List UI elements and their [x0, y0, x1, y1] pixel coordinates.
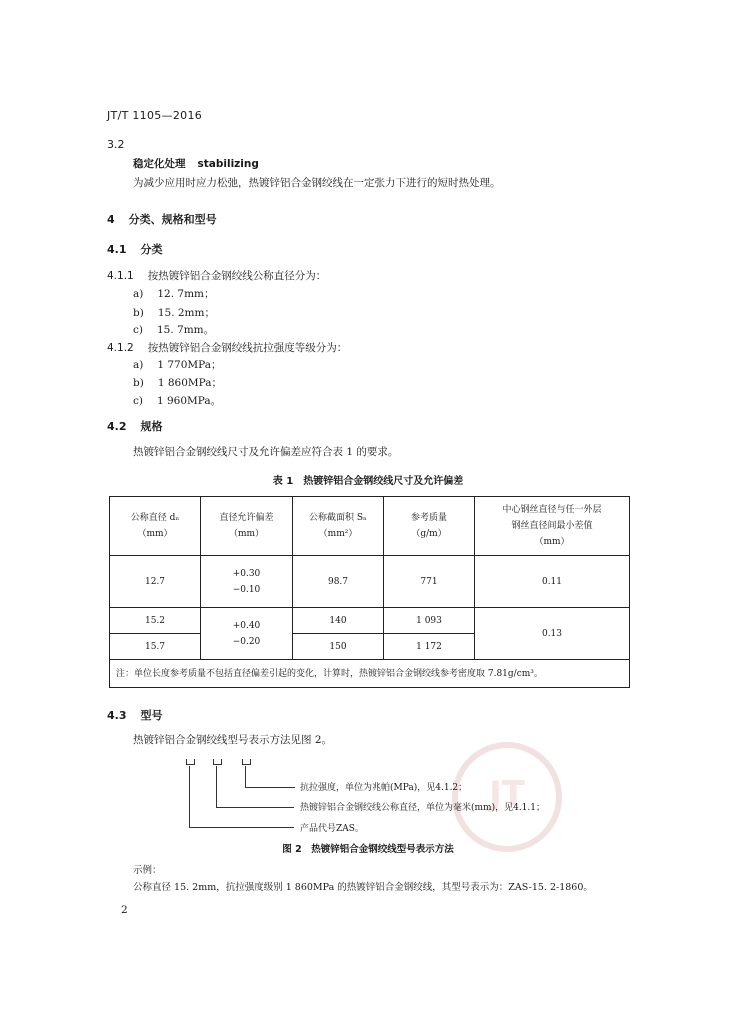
cell-diameter: 15.2 — [110, 608, 201, 634]
clause-4-1-1-number: 4.1.1 — [107, 270, 134, 282]
table-row — [110, 556, 630, 608]
header-cell-area: 公称截面积 Sₙ （mm²） — [293, 497, 384, 556]
clause-3-2-number: 3.2 — [107, 138, 125, 151]
section-4-3-title: 型号 — [140, 709, 163, 722]
list-item-value: 1 960MPa。 — [156, 395, 222, 407]
cell-area: 140 — [293, 608, 384, 634]
list-item-label: c) — [133, 324, 143, 336]
list-item-value: 15. 2mm； — [157, 307, 215, 319]
standard-code-header: JT/T 1105—2016 — [107, 109, 203, 122]
cell-tolerance: +0.30 −0.10 — [201, 556, 293, 608]
section-4-3-heading — [107, 707, 163, 723]
cell-mass: 771 — [384, 556, 475, 608]
table-header-row — [110, 497, 630, 556]
term-cn: 稳定化处理 — [133, 158, 186, 170]
section-4-title: 分类、规格和型号 — [128, 213, 217, 226]
example-label: 示例： — [133, 865, 162, 876]
section-4-heading — [107, 211, 217, 227]
list-item-value: 1 860MPa； — [157, 377, 222, 389]
section-4-3-number: 4.3 — [107, 709, 127, 722]
cell-wire-diff: 0.13 — [475, 608, 630, 660]
diagram-label-strength: 抗拉强度，单位为兆帕(MPa)，见4.1.2； — [300, 783, 468, 793]
section-4-3-text: 热镀锌铝合金钢绞线型号表示方法见图 2。 — [133, 734, 333, 746]
cell-mass: 1 093 — [384, 608, 475, 634]
list-item-value: 12. 7mm； — [157, 288, 215, 300]
section-4-2-text: 热镀锌铝合金钢绞线尺寸及允许偏差应符合表 1 的要求。 — [133, 446, 399, 458]
term-definition: 为减少应用时应力松弛，热镀锌铝合金钢绞线在一定张力下进行的短时热处理。 — [133, 177, 501, 189]
section-4-2-heading — [107, 418, 163, 434]
page-number: 2 — [121, 904, 128, 916]
header-cell-tolerance: 直径允许偏差 （mm） — [201, 497, 293, 556]
table-1-caption: 表 1 热镀锌铝合金钢绞线尺寸及允许偏差 — [272, 476, 464, 487]
cell-area: 98.7 — [293, 556, 384, 608]
section-4-2-title: 规格 — [140, 420, 163, 433]
header-cell-wire-diff: 中心钢丝直径与任一外层 钢丝直径间最小差值 （mm） — [475, 497, 630, 556]
list-item-value: 15. 7mm。 — [156, 324, 215, 336]
clause-4-1-1-text: 按热镀锌铝合金钢绞线公称直径分为： — [147, 270, 327, 282]
list-item-label: a) — [133, 359, 144, 371]
header-cell-mass: 参考质量 （g/m） — [384, 497, 475, 556]
term-stabilizing — [133, 156, 259, 171]
placeholder-box — [213, 759, 222, 765]
example-text: 公称直径 15. 2mm，抗拉强度级别 1 860MPa 的热镀锌铝合金钢绞线，其型号表示为：ZAS-15. 2-1860。 — [133, 882, 593, 893]
section-4-2-number: 4.2 — [107, 420, 127, 433]
list-item-value: 1 770MPa； — [157, 359, 222, 371]
clause-4-1-2-text: 按热镀锌铝合金钢绞线抗拉强度等级分为： — [147, 342, 348, 354]
cell-tolerance: +0.40 −0.20 — [201, 608, 293, 660]
list-item — [133, 322, 214, 337]
list-item — [133, 286, 215, 301]
publisher-watermark: JT — [452, 742, 562, 852]
clause-4-1-1 — [107, 268, 326, 283]
cell-wire-diff: 0.11 — [475, 556, 630, 608]
diagram-label-diameter: 热镀锌铝合金钢绞线公称直径，单位为毫米(mm)，见4.1.1； — [300, 803, 545, 813]
figure-2-caption: 图 2 热镀锌铝合金钢绞线型号表示方法 — [282, 844, 454, 855]
cell-area: 150 — [293, 634, 384, 660]
clause-4-1-2 — [107, 340, 347, 355]
cell-diameter: 12.7 — [110, 556, 201, 608]
cell-mass: 1 172 — [384, 634, 475, 660]
list-item-label: a) — [133, 288, 144, 300]
table-row — [110, 608, 630, 634]
placeholder-box — [242, 759, 251, 765]
term-en: stabilizing — [197, 158, 259, 170]
section-4-1-title: 分类 — [140, 243, 163, 256]
list-item — [133, 393, 221, 408]
placeholder-box — [186, 759, 195, 765]
list-item-label: b) — [133, 377, 144, 389]
table-note-row — [110, 660, 630, 688]
list-item — [133, 375, 222, 390]
table-1 — [109, 496, 630, 688]
cell-diameter: 15.7 — [110, 634, 201, 660]
diagram-label-product-code: 产品代号ZAS。 — [300, 824, 364, 834]
section-4-1-heading — [107, 241, 163, 257]
section-4-1-number: 4.1 — [107, 243, 127, 256]
clause-4-1-2-number: 4.1.2 — [107, 342, 134, 354]
list-item — [133, 305, 215, 320]
list-item-label: c) — [133, 395, 143, 407]
table-note: 注：单位长度参考质量不包括直径偏差引起的变化，计算时，热镀锌铝合金钢绞线参考密度取 7.81g/cm³。 — [110, 660, 630, 688]
section-4-number: 4 — [107, 213, 115, 226]
header-cell-diameter: 公称直径 dₙ （mm） — [110, 497, 201, 556]
list-item — [133, 357, 222, 372]
list-item-label: b) — [133, 307, 144, 319]
